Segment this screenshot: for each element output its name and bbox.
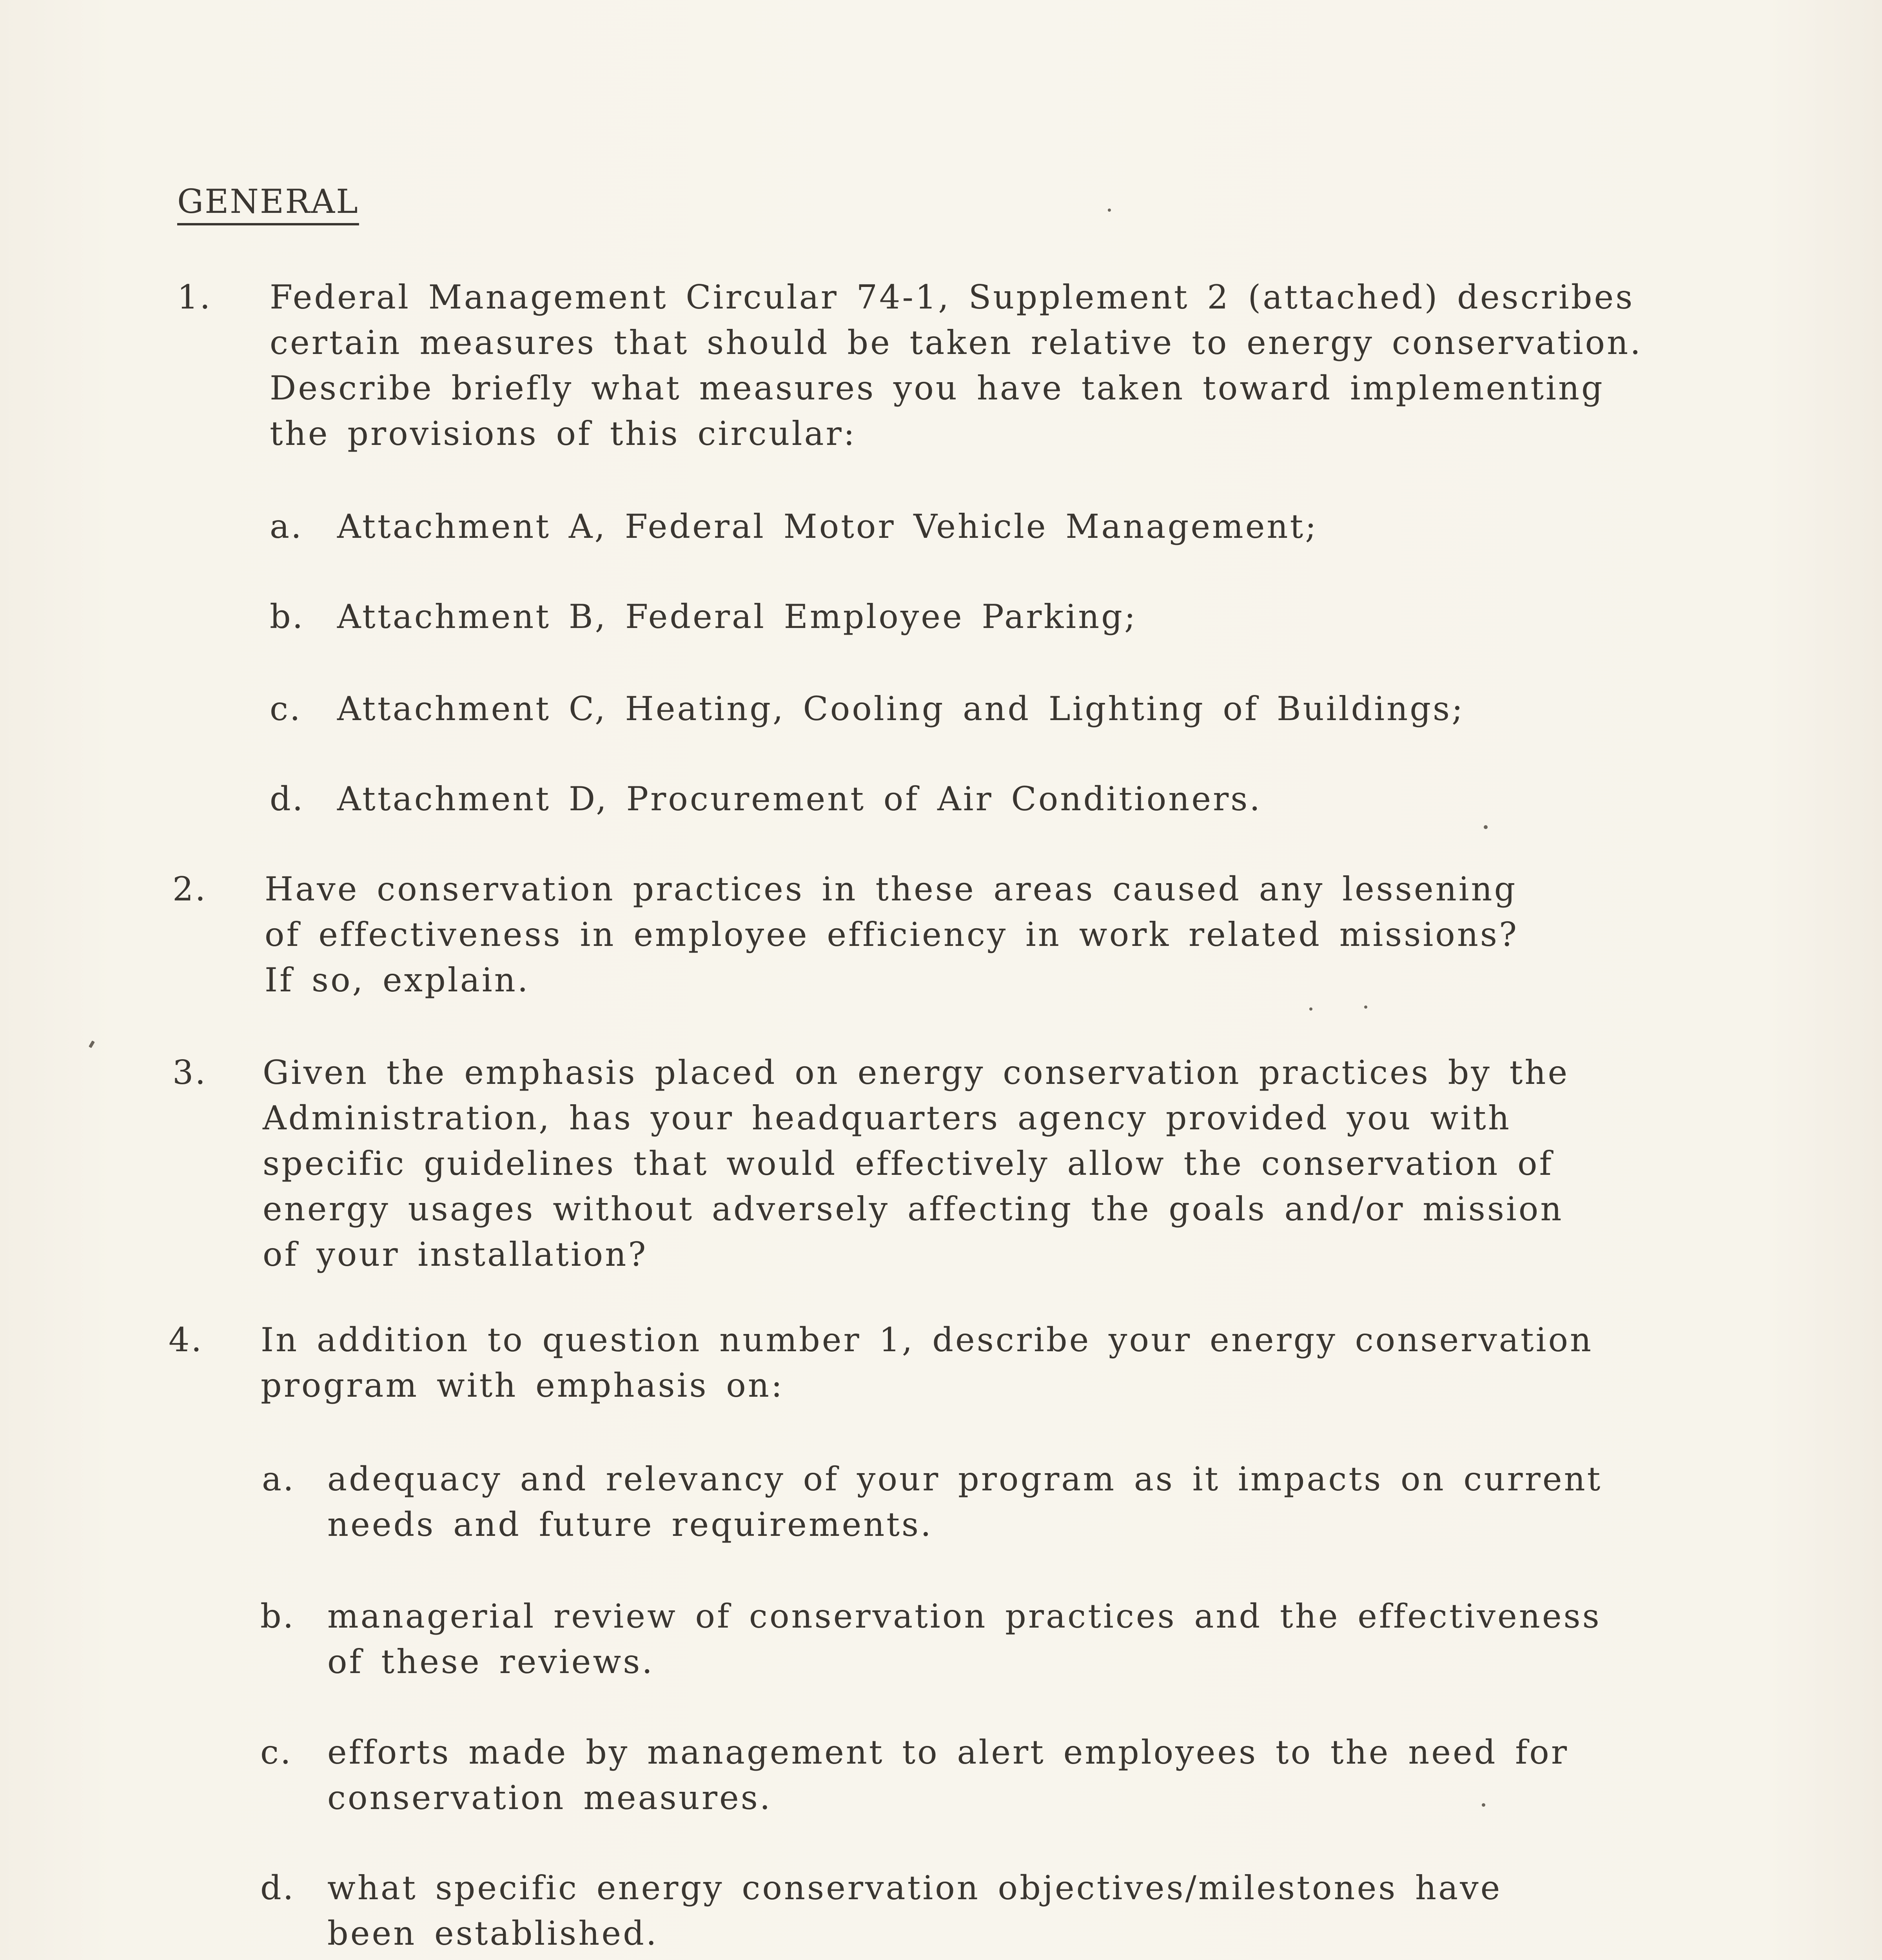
text-line: Attachment B, Federal Employee Parking; — [337, 597, 1138, 636]
text-line: Attachment A, Federal Motor Vehicle Management; — [337, 507, 1318, 546]
item-1b-letter: b. — [270, 597, 305, 636]
text-line: Have conservation practices in these areas caused any lessening — [265, 870, 1517, 908]
text-line: Administration, has your headquarters agency provided you with — [263, 1099, 1511, 1137]
item-4a-letter: a. — [262, 1460, 295, 1498]
text-line: conservation measures. — [327, 1779, 772, 1817]
text-line: managerial review of conservation practices and the effectiveness — [327, 1597, 1601, 1635]
item-1a-letter: a. — [270, 507, 303, 546]
text-line: Describe briefly what measures you have taken toward implementing — [270, 369, 1604, 407]
text-line: program with emphasis on: — [261, 1366, 784, 1405]
item-4-number: 4. — [169, 1321, 203, 1359]
text-line: certain measures that should be taken relative to energy conservation. — [270, 323, 1642, 362]
item-3-number: 3. — [172, 1053, 207, 1092]
item-1d-letter: d. — [270, 780, 305, 818]
item-4d-text — [327, 1865, 1502, 1956]
text-line: efforts made by management to alert employees to the need for — [327, 1733, 1569, 1771]
paper-speck — [1108, 209, 1111, 212]
item-2-text — [265, 866, 1519, 1003]
item-2-number: 2. — [172, 870, 207, 908]
text-line: of effectiveness in employee efficiency in work related missions? — [265, 915, 1519, 954]
item-1d-text — [337, 776, 1262, 822]
text-line: Given the emphasis placed on energy conservation practices by the — [263, 1053, 1570, 1092]
item-4c-letter: c. — [260, 1733, 292, 1771]
section-heading: GENERAL — [177, 182, 359, 221]
paper-speck — [1484, 825, 1488, 829]
paper-speck — [1364, 1005, 1367, 1009]
text-line: of your installation? — [263, 1235, 648, 1274]
item-4c-text — [327, 1730, 1569, 1820]
text-line: of these reviews. — [327, 1642, 655, 1681]
paper-speck — [89, 1040, 95, 1048]
item-1-text — [270, 274, 1642, 456]
paper-speck — [1309, 1007, 1312, 1011]
text-line: been established. — [327, 1914, 659, 1953]
item-1-number: 1. — [177, 278, 212, 316]
item-3-text — [263, 1050, 1569, 1277]
text-line: Attachment C, Heating, Cooling and Lighting of Buildings; — [337, 690, 1465, 728]
text-line: adequacy and relevancy of your program as it impacts on current — [327, 1460, 1603, 1498]
text-line: what specific energy conservation objectives/milestones have — [327, 1869, 1502, 1907]
text-line: specific guidelines that would effectively allow the conservation of — [263, 1144, 1554, 1183]
item-4b-letter: b. — [260, 1597, 295, 1635]
text-line: If so, explain. — [265, 961, 530, 999]
item-4b-text — [327, 1593, 1601, 1684]
text-line: In addition to question number 1, describe your energy conservation — [261, 1321, 1593, 1359]
item-4-text — [261, 1317, 1593, 1408]
text-line: energy usages without adversely affecting the goals and/or mission — [263, 1190, 1564, 1228]
text-line: Attachment D, Procurement of Air Conditioners. — [337, 780, 1262, 818]
item-1a-text — [337, 504, 1318, 549]
text-line: needs and future requirements. — [327, 1505, 933, 1544]
item-4a-text — [327, 1456, 1602, 1547]
text-line: Federal Management Circular 74-1, Supplement 2 (attached) describes — [270, 278, 1635, 316]
item-1c-text — [337, 686, 1465, 731]
item-4d-letter: d. — [260, 1869, 295, 1907]
paper-speck — [1482, 1803, 1485, 1807]
item-1b-text — [337, 594, 1137, 639]
text-line: the provisions of this circular: — [270, 414, 857, 453]
item-1c-letter: c. — [270, 690, 302, 728]
